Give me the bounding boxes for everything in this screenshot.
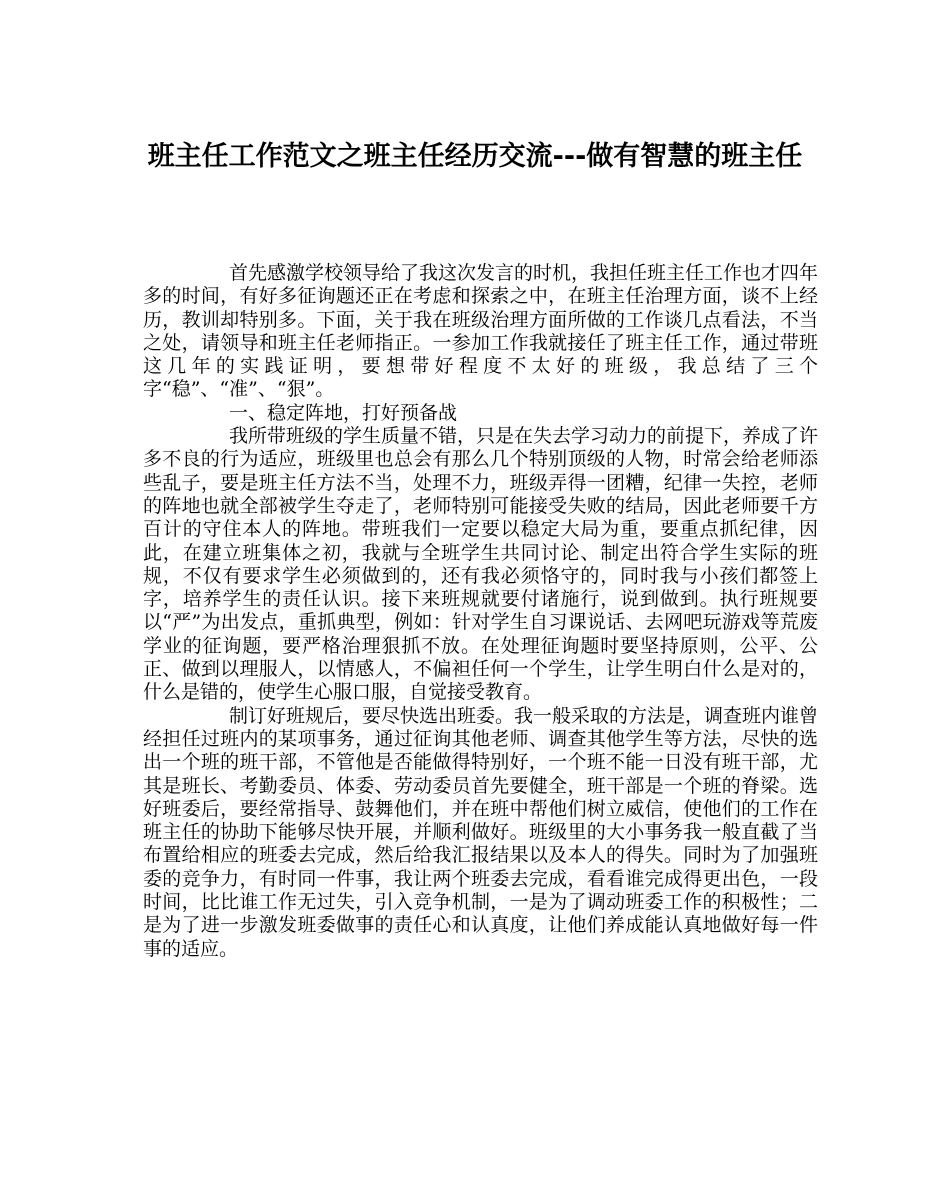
paragraph-class-committee: 制订好班规后，要尽快选出班委。我一般采取的方法是，调查班内谁曾经担任过班内的某项事务，通过征询其他老师、调查其他学生等方法，尽快的选出一个班的班干部，不管他是否能做得特别好，一个班不能一日没有班干部，尤其是班长、考勤委员、体委、劳动委员首先要健全，班干部是一个班的脊梁。选好班委后，要经常指导、鼓舞他们，并在班中帮他们树立威信，使他们的工作在班主任的协助下能够尽快开展，并顺利做好。班级里的大小事务我一般直截了当布置给相应的班委去完成，然后给我汇报结果以及本人的得失。同时为了加强班委的竞争力，有时同一件事，我让两个班委去完成，看看谁完成得更出色，一段时间，比比谁工作无过失，引入竞争机制，一是为了调动班委工作的积极性；二是为了进一步激发班委做事的责任心和认真度，让他们养成能认真地做好每一件事的适应。 — [143, 704, 819, 960]
document-title: 班主任工作范文之班主任经历交流---做有智慧的班主任 — [147, 141, 803, 172]
section-heading-1: 一、稳定阵地，打好预备战 — [229, 401, 458, 424]
document-body — [143, 262, 818, 961]
paragraph-intro: 首先感激学校领导给了我这次发言的时机，我担任班主任工作也才四年多的时间，有好多征询题还正在考虑和探索之中，在班主任治理方面，谈不上经历，教训却特别多。下面，关于我在班级治理方面所做的工作谈几点看法，不当之处，请领导和班主任老师指正。一参加工作我就接任了班主任工作，通过带班这几年的实践证明，要想带好程度不太好的班级，我总结了三个字“稳”、“准”、“狠”。 — [143, 262, 819, 401]
paragraph-discipline: 我所带班级的学生质量不错，只是在失去学习动力的前提下，养成了许多不良的行为适应，班级里也总会有那么几个特别顶级的人物，时常会给老师添些乱子，要是班主任方法不当，处理不力，班级弄得一团糟，纪律一失控，老师的阵地也就全部被学生夺走了，老师特别可能接受失败的结局，因此老师要千方百计的守住本人的阵地。带班我们一定要以稳定大局为重，要重点抓纪律，因此，在建立班集体之初，我就与全班学生共同讨论、制定出符合学生实际的班规，不仅有要求学生必须做到的，还有我必须恪守的，同时我与小孩们都签上字，培养学生的责任认识。接下来班规就要付诸施行，说到做到。执行班规要以“严”为出发点，重抓典型，例如：针对学生自习课说话、去网吧玩游戏等荒废学业的征询题，要严格治理狠抓不放。在处理征询题时要坚持原则，公平、公正、做到以理服人，以情感人，不偏袒任何一个学生，让学生明白什么是对的，什么是错的，使学生心服口服，自觉接受教育。 — [143, 425, 819, 704]
